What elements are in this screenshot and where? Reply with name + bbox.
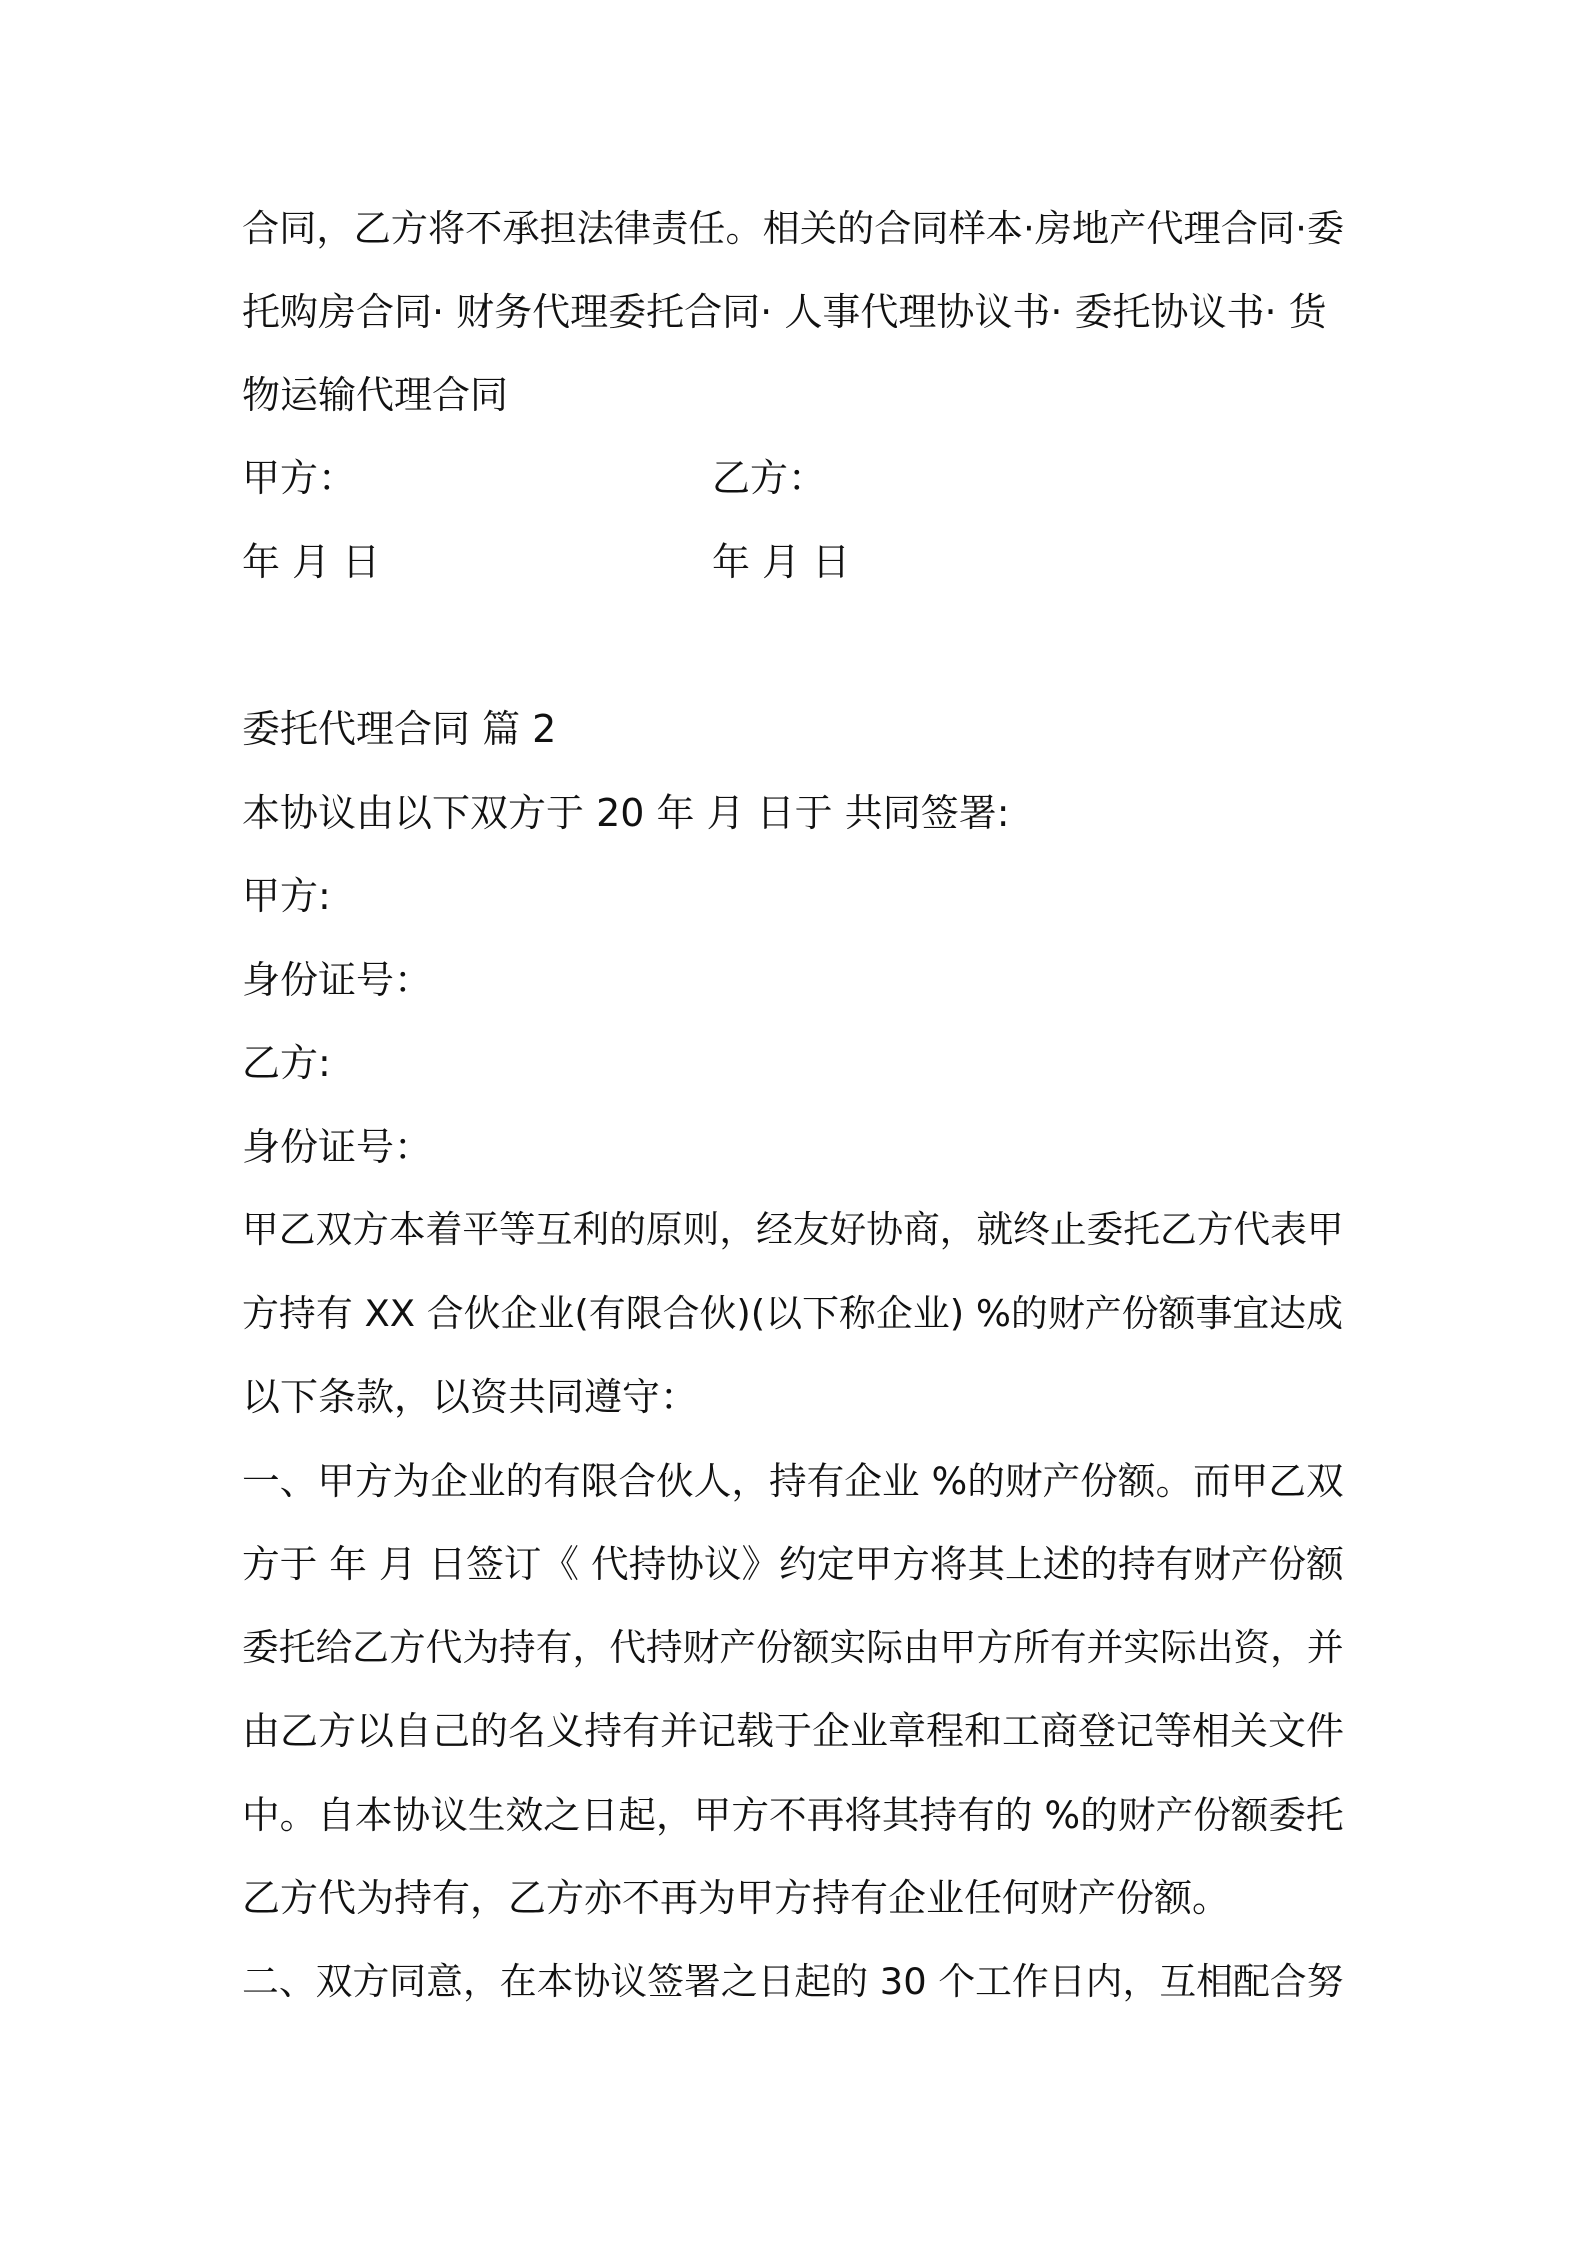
party-a-id-label: 身份证号： <box>242 958 433 1002</box>
preamble-line-1: 甲乙双方本着平等互利的原则，经友好协商，就终止委托乙方代表甲 <box>242 1208 1344 1251</box>
clause-2-line-1: 二、双方同意，在本协议签署之日起的 30 个工作日内，互相配合努 <box>242 1960 1344 2003</box>
clause-1-line-3: 委托给乙方代为持有，代持财产份额实际由甲方所有并实际出资，并 <box>242 1626 1344 1669</box>
preamble-line-2: 方持有 XX 合伙企业(有限合伙)(以下称企业) %的财产份额事宜达成 <box>242 1292 1344 1335</box>
clause-1-line-1: 一、甲方为企业的有限合伙人，持有企业 %的财产份额。而甲乙双 <box>242 1459 1344 1503</box>
party-b-signature-label: 乙方： <box>712 456 827 500</box>
intro-line-2: 托购房合同· 财务代理委托合同· 人事代理协议书· 委托协议书· 货 <box>242 290 1327 334</box>
clause-1-line-6: 乙方代为持有，乙方亦不再为甲方持有企业任何财产份额。 <box>242 1876 1231 1920</box>
clause-1-line-4: 由乙方以自己的名义持有并记载于企业章程和工商登记等相关文件 <box>242 1709 1345 1753</box>
intro-line-1: 合同，乙方将不承担法律责任。相关的合同样本·房地产代理合同·委 <box>242 206 1345 250</box>
clause-1-line-2: 方于 年 月 日签订《 代持协议》约定甲方将其上述的持有财产份额 <box>242 1542 1344 1586</box>
section-heading: 委托代理合同 篇 2 <box>242 707 557 751</box>
party-a-signature-label: 甲方： <box>242 456 357 500</box>
party-b-id-label: 身份证号： <box>242 1125 433 1169</box>
party-b-label: 乙方: <box>242 1041 331 1085</box>
opening-statement: 本协议由以下双方于 20 年 月 日于 共同签署: <box>242 791 1010 835</box>
party-b-date: 年 月 日 <box>712 540 851 584</box>
party-a-label: 甲方: <box>242 874 331 918</box>
party-a-date: 年 月 日 <box>242 540 381 584</box>
clause-1-line-5: 中。自本协议生效之日起，甲方不再将其持有的 %的财产份额委托 <box>242 1793 1344 1837</box>
intro-line-3: 物运输代理合同 <box>242 373 509 417</box>
preamble-line-3: 以下条款，以资共同遵守： <box>242 1375 699 1419</box>
